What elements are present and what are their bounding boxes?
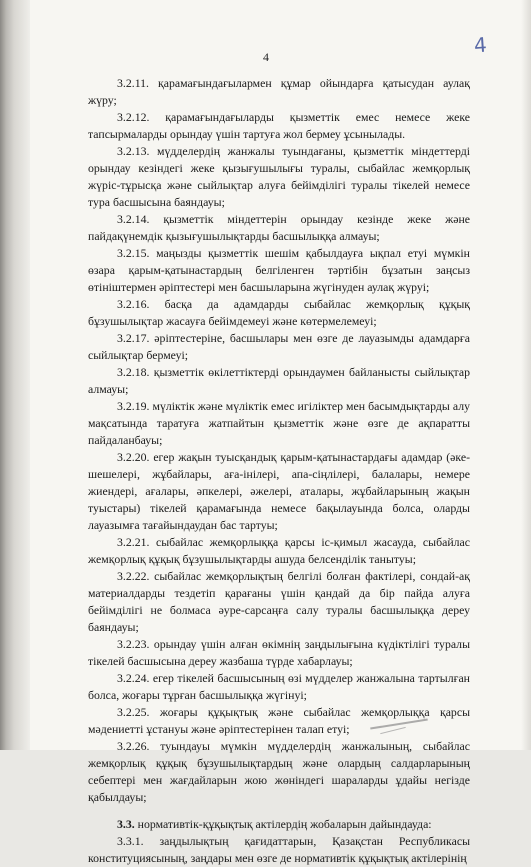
paragraph-3-2-11: 3.2.11. қарамағындағылармен құмар ойындарға қатысудан аулақ жүру; <box>88 76 470 107</box>
section-heading-3-3 <box>88 816 470 833</box>
paragraph-3-2-24: 3.2.24. егер тікелей басшысының өзі мүдделер жанжалына тартылған болса, жоғары тұрған басшылыққа жүгінуі; <box>88 671 470 702</box>
paragraph-3-2-12: 3.2.12. қарамағындағыларды қызметтік емес немесе жеке тапсырмаларды орындау үшін тартуға жол бермеу ұсынылады. <box>88 110 470 141</box>
paragraph-3-2-15: 3.2.15. маңызды қызметтік шешім қабылдауға ықпал етуі мүмкін өзара қарым-қатынастардың белгіленген тәртібін бұзатын заңсыз өтініштермен әріптестері мен басшыларына жүгінуден аулақ жүруі; <box>88 246 470 294</box>
document-body <box>88 75 470 867</box>
paragraph-3-3-1: 3.3.1. заңдылықтың қағидаттарын, Қазақстан Республикасы конституциясының, заңдары мен өзге де нормативтік құқықтық актілерінің <box>88 834 470 865</box>
scan-binding-shadow <box>0 0 30 750</box>
paragraph-3-2-20: 3.2.20. егер жақын туысқандық қарым-қатынастардағы адамдар (әке-шешелері, жұбайлары, аға-інілері, апа-сіңлілері, балалары, немере жиендері, ағалары, әпкелері, әжелері, аталары, жұбайларының жақын туыстары) тікелей қарамағында немесе бақылауында болса, оларды лауазымға тағайындаудан бас тартуы; <box>88 450 470 532</box>
paragraph-3-2-26: 3.2.26. туындауы мүмкін мүдделердің жанжалының, сыбайлас жемқорлық құқық бұзушылықтардың және олардың салдарларының себептері мен жағдайларын жою жөніндегі шараларды ұдайы негізде қабылдауы; <box>88 739 470 804</box>
paragraph-3-2-21: 3.2.21. сыбайлас жемқорлыққа қарсы іс-қимыл жасауда, сыбайлас жемқорлық құқық бұзушылықтарды ашуда белсенділік танытуы; <box>88 535 470 566</box>
paragraph-3-2-14: 3.2.14. қызметтік міндеттерін орындау кезінде жеке және пайдақүнемдік қызығушылықтарды басшылыққа алмауы; <box>88 212 470 243</box>
paragraph-3-2-22: 3.2.22. сыбайлас жемқорлықтың белгілі болған фактілері, сондай-ақ материалдарды тездетіп қарағаны үшін қандай да бір пайда алуға бейімділігі не болмаса әуре-сарсаңға салу туралы басшылыққа дереу баяндауы; <box>88 569 470 634</box>
scan-edge-shadow <box>521 0 531 750</box>
section-title: нормативтік-құқықтық актілердің жобаларын дайындауда: <box>134 817 432 831</box>
paragraph-3-2-17: 3.2.17. әріптестеріне, басшылары мен өзге де лауазымды адамдарға сыйлықтар бермеуі; <box>88 331 470 362</box>
page-number: 4 <box>263 50 269 64</box>
paragraph-3-2-23: 3.2.23. орындау үшін алған өкімнің заңдылығына күдіктілігі туралы тікелей басшысына дереу жазбаша түрде хабарлауы; <box>88 637 470 668</box>
paragraph-3-2-19: 3.2.19. мүліктік және мүліктік емес игіліктер мен басымдықтарды алу мақсатында таратуға жатпайтын қызметтік және өзге де ақпаратты пайдаланбауы; <box>88 399 470 447</box>
paragraph-3-2-13: 3.2.13. мүдделердің жанжалы туындағаны, қызметтік міндеттерді орындау кезіндегі жеке қызығушылығы туралы, сыбайлас жемқорлық жүріс-тұрысқа және сыйлықтар алуға бейімділігі туралы тікелей немесе тура басшысына баяндауы; <box>88 144 470 209</box>
paragraph-3-2-18: 3.2.18. қызметтік өкілеттіктерді орындаумен байланысты сыйлықтар алмауы; <box>88 365 470 396</box>
section-number: 3.3. <box>117 817 135 831</box>
handwritten-page-number: 4 <box>473 32 488 58</box>
paragraph-3-2-16: 3.2.16. басқа да адамдарды сыбайлас жемқорлық құқық бұзушылықтар жасауға бейімдемеуі және көтермелемеуі; <box>88 297 470 328</box>
paragraph-3-2-25: 3.2.25. жоғары құқықтық және сыбайлас жемқорлыққа қарсы мәдениетті ұстануы және әріптестерінен талап етуі; <box>88 705 470 736</box>
